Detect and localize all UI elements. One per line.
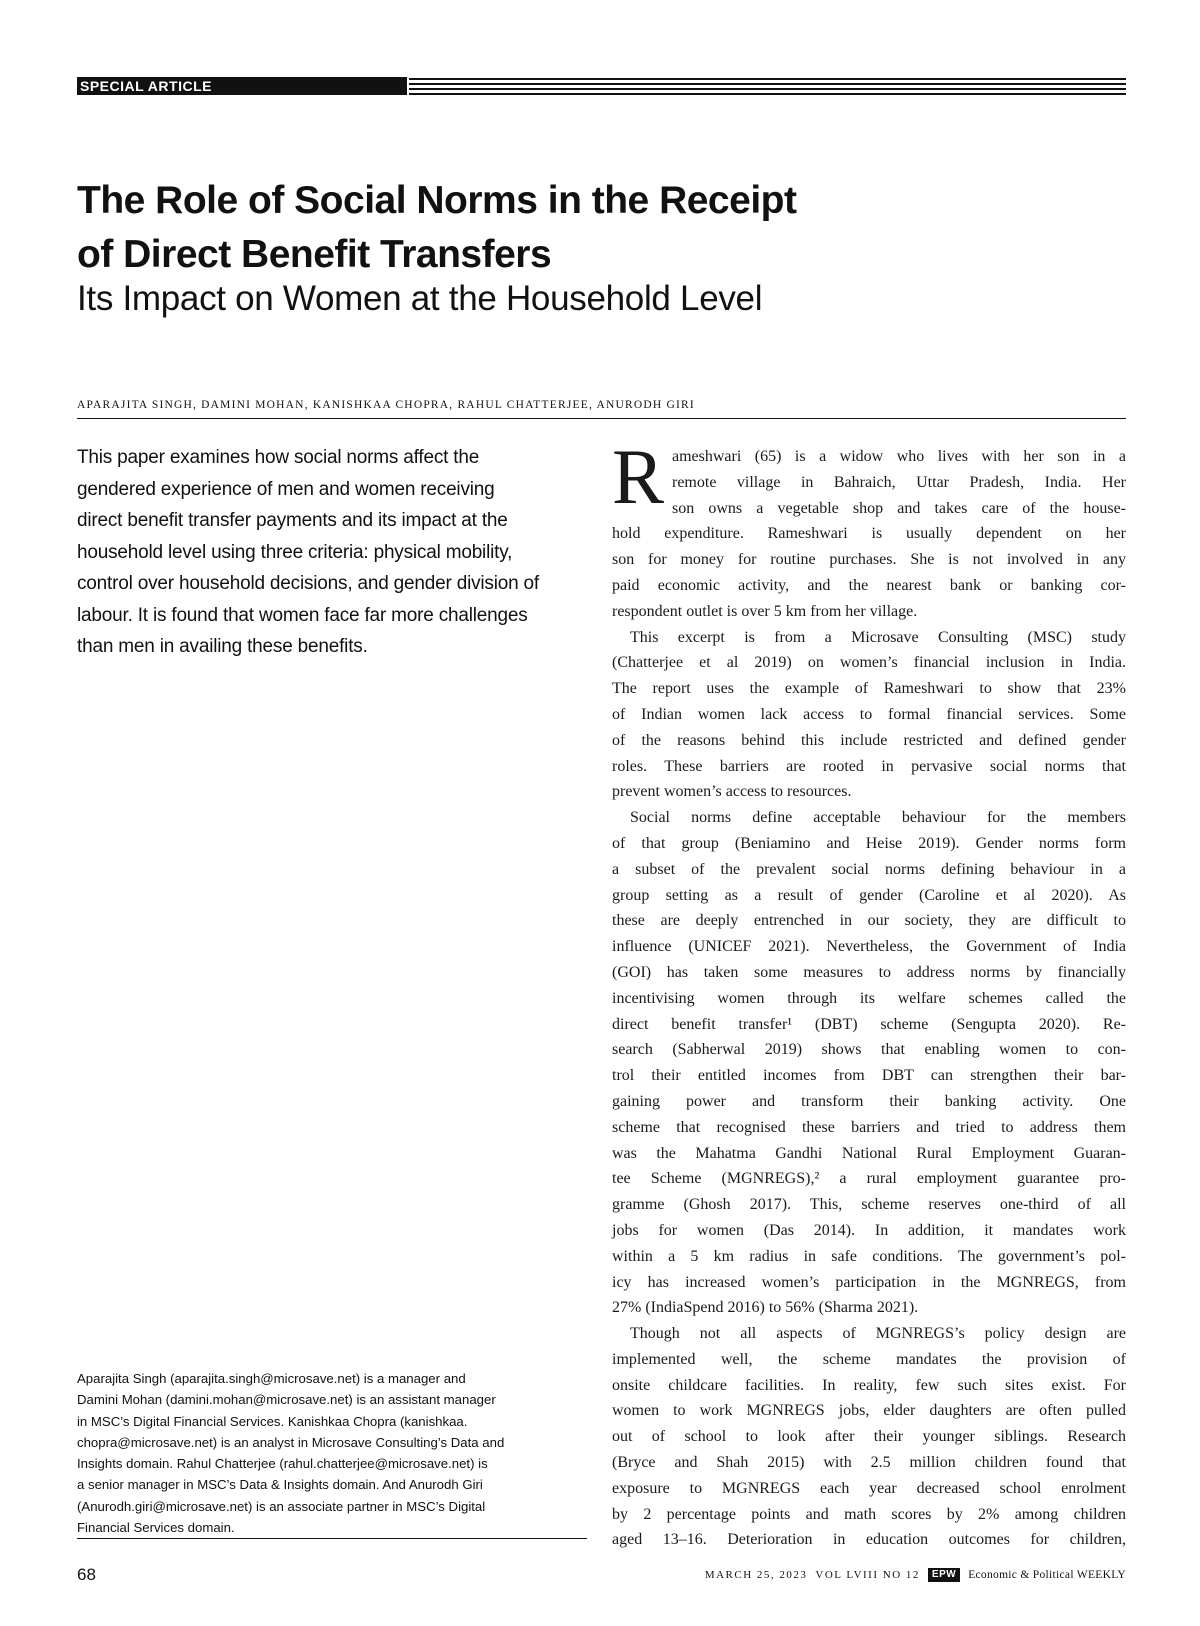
body-line: son owns a vegetable shop and takes care of the house- bbox=[672, 499, 1126, 517]
page-number: 68 bbox=[77, 1565, 96, 1584]
body-line: influence (UNICEF 2021). Nevertheless, the Government of India bbox=[612, 938, 1126, 956]
body-line: (Bryce and Shah 2015) with 2.5 million children found that bbox=[612, 1454, 1126, 1472]
header-rules bbox=[409, 77, 1126, 95]
body-line: trol their entitled incomes from DBT can strengthen their bar- bbox=[612, 1067, 1126, 1085]
body-line: jobs for women (Das 2014). In addition, it mandates work bbox=[612, 1221, 1126, 1239]
abstract-line: household level using three criteria: physical mobility, bbox=[77, 541, 513, 563]
body-line: The report uses the example of Rameshwari to show that 23% bbox=[612, 680, 1126, 698]
bio-line: (Anurodh.giri@microsave.net) is an associate partner in MSC’s Digital bbox=[77, 1498, 486, 1514]
body-line: This excerpt is from a Microsave Consulting (MSC) study bbox=[630, 628, 1126, 646]
title-line: The Role of Social Norms in the Receipt bbox=[77, 179, 797, 222]
section-header bbox=[77, 77, 1126, 95]
abstract-line: This paper examines how social norms affect the bbox=[77, 447, 480, 468]
author-bios bbox=[77, 1368, 587, 1538]
body-line: by 2 percentage points and math scores by 2% among children bbox=[612, 1505, 1126, 1523]
body-line: incentivising women through its welfare schemes called the bbox=[612, 989, 1126, 1007]
bio-line: in MSC’s Digital Financial Services. Kanishkaa Chopra (kanishkaa. bbox=[77, 1413, 468, 1429]
body-line: women to work MGNREGS jobs, elder daughters are often pulled bbox=[612, 1402, 1126, 1420]
author-list: APARAJITA SINGH, DAMINI MOHAN, KANISHKAA CHOPRA, RAHUL CHATTERJEE, ANURODH GIRI bbox=[77, 399, 695, 411]
authors-rule bbox=[77, 418, 1126, 419]
body-line: prevent women’s access to resources. bbox=[612, 783, 852, 801]
abstract bbox=[77, 442, 597, 663]
abstract-line: labour. It is found that women face far more challenges bbox=[77, 604, 528, 626]
bio-rule bbox=[77, 1538, 587, 1539]
footer-publication bbox=[705, 1568, 1126, 1582]
body-line: gaining power and transform their banking activity. One bbox=[612, 1092, 1126, 1110]
body-line: these are deeply entrenched in our society, they are difficult to bbox=[612, 912, 1126, 930]
abstract-line: gendered experience of men and women receiving bbox=[77, 478, 495, 500]
body-line: of Indian women lack access to formal financial services. Some bbox=[612, 705, 1126, 723]
issue-volume: VOL LVIII NO 12 bbox=[815, 1569, 920, 1581]
bio-line: Damini Mohan (damini.mohan@microsave.net) is an assistant manager bbox=[77, 1392, 496, 1408]
body-line: 27% (IndiaSpend 2016) to 56% (Sharma 2021). bbox=[612, 1299, 919, 1317]
journal-name: Economic & Political WEEKLY bbox=[968, 1569, 1126, 1581]
bio-line: Financial Services domain. bbox=[77, 1520, 235, 1536]
body-line: respondent outlet is over 5 km from her village. bbox=[612, 602, 918, 620]
bio-line: Aparajita Singh (aparajita.singh@microsave.net) is a manager and bbox=[77, 1371, 466, 1386]
abstract-line: direct benefit transfer payments and its impact at the bbox=[77, 510, 508, 531]
body-line: of that group (Beniamino and Heise 2019). Gender norms form bbox=[612, 834, 1126, 852]
body-line: son for money for routine purchases. She is not involved in any bbox=[612, 551, 1126, 569]
body-line: group setting as a result of gender (Caroline et al 2020). As bbox=[612, 886, 1126, 904]
body-line: direct benefit transfer¹ (DBT) scheme (Sengupta 2020). Re- bbox=[612, 1015, 1126, 1033]
body-line: was the Mahatma Gandhi National Rural Employment Guaran- bbox=[612, 1144, 1126, 1162]
body-line: out of school to look after their younger siblings. Research bbox=[612, 1428, 1126, 1446]
epw-logo: EPW bbox=[928, 1568, 960, 1582]
body-line: (Chatterjee et al 2019) on women’s financial inclusion in India. bbox=[612, 654, 1126, 672]
body-line: of the reasons behind this include restricted and defined gender bbox=[612, 731, 1126, 749]
body-line: roles. These barriers are rooted in pervasive social norms that bbox=[612, 757, 1126, 775]
page-footer bbox=[77, 1565, 1126, 1589]
issue-date: MARCH 25, 2023 bbox=[704, 1569, 808, 1581]
body-line: exposure to MGNREGS each year decreased school enrolment bbox=[612, 1479, 1126, 1497]
abstract-line: control over household decisions, and gender division of bbox=[77, 573, 539, 594]
body-line: within a 5 km radius in safe conditions. The government’s pol- bbox=[612, 1247, 1126, 1265]
bio-line: Insights domain. Rahul Chatterjee (rahul.chatterjee@microsave.net) is bbox=[77, 1456, 488, 1472]
body-line: implemented well, the scheme mandates the provision of bbox=[612, 1350, 1126, 1368]
bio-line: a senior manager in MSC’s Data & Insights domain. And Anurodh Giri bbox=[77, 1477, 483, 1493]
body-line: tee Scheme (MGNREGS),² a rural employment guarantee pro- bbox=[612, 1170, 1126, 1188]
abstract-line: than men in availing these benefits. bbox=[77, 636, 368, 657]
body-line: ameshwari (65) is a widow who lives with her son in a bbox=[672, 448, 1126, 465]
body-line: remote village in Bahraich, Uttar Pradesh, India. Her bbox=[672, 473, 1126, 491]
body-line: hold expenditure. Rameshwari is usually dependent on her bbox=[612, 525, 1126, 543]
body-line: icy has increased women’s participation in the MGNREGS, from bbox=[612, 1273, 1126, 1291]
body-line: paid economic activity, and the nearest bank or banking cor- bbox=[612, 576, 1126, 594]
body-line: search (Sabherwal 2019) shows that enabling women to con- bbox=[612, 1041, 1126, 1059]
body-line: a subset of the prevalent social norms defining behaviour in a bbox=[612, 860, 1126, 878]
body-text bbox=[612, 433, 1126, 1553]
body-line: onsite childcare facilities. In reality, few such sites exist. For bbox=[612, 1376, 1126, 1394]
body-line: Social norms define acceptable behaviour for the members bbox=[630, 809, 1126, 827]
body-line: Though not all aspects of MGNREGS’s policy design are bbox=[630, 1325, 1126, 1343]
bio-line: chopra@microsave.net) is an analyst in Microsave Consulting’s Data and bbox=[77, 1434, 505, 1450]
title-line: of Direct Benefit Transfers bbox=[77, 233, 552, 276]
article-title bbox=[77, 174, 977, 282]
body-line: gramme (Ghosh 2017). This, scheme reserves one-third of all bbox=[612, 1196, 1126, 1214]
body-line: scheme that recognised these barriers and tried to address them bbox=[612, 1118, 1126, 1136]
section-label: SPECIAL ARTICLE bbox=[77, 77, 407, 95]
drop-cap: R bbox=[612, 433, 665, 520]
body-line: (GOI) has taken some measures to address norms by financially bbox=[612, 963, 1126, 981]
body-line: aged 13–16. Deterioration in education outcomes for children, bbox=[612, 1531, 1126, 1549]
article-subtitle: Its Impact on Women at the Household Level bbox=[77, 279, 763, 318]
